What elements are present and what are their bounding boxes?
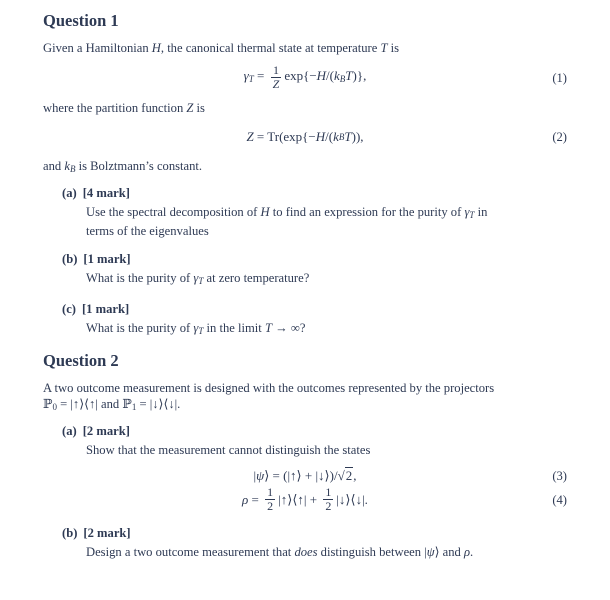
equation-4-number: (4) <box>552 492 567 507</box>
body-line: ℙ0 = |↑⟩⟨↑| and ℙ1 = |↓⟩⟨↓|. <box>43 397 181 412</box>
body-line: Show that the measurement cannot distinguish the states <box>86 443 371 457</box>
question-1-section <box>43 12 567 339</box>
q2-item-a-body <box>43 442 567 513</box>
fraction-one-half <box>323 486 333 513</box>
question-2-section <box>43 352 567 560</box>
question-1-title: Question 1 <box>43 11 119 30</box>
q1-item-c-label <box>43 302 567 317</box>
body-line: terms of the eigenvalues <box>86 224 209 238</box>
body-line: What is the purity of γT at zero temperature? <box>86 271 310 286</box>
q1-item-a-label <box>43 186 567 201</box>
q1-partition-paragraph: where the partition function Z is <box>43 101 205 115</box>
eq1-rhs: exp{−H/(kBT)}, <box>284 68 367 84</box>
q1-item-b-label <box>43 252 567 267</box>
equation-2-content: Z = Tr(exp{− H /( k B T )), <box>246 129 364 144</box>
equation-4 <box>43 486 567 513</box>
eq4-lhs: ρ = <box>242 491 263 507</box>
q2-item-a <box>43 424 567 513</box>
equation-2-number: (2) <box>552 130 567 144</box>
q2-intro-paragraph <box>43 380 567 415</box>
q2-item-list <box>43 424 567 560</box>
item-marks: [2 mark] <box>82 424 130 438</box>
body-line: Use the spectral decomposition of H to find an expression for the purity of γT in <box>86 205 488 220</box>
q1-item-a-body <box>43 204 567 239</box>
q1-item-c-body <box>43 320 567 339</box>
equation-4-content <box>242 486 368 513</box>
item-marks: [2 mark] <box>83 526 131 540</box>
equation-1 <box>43 64 567 91</box>
equation-1-number: (1) <box>552 70 567 85</box>
q1-item-b-body <box>43 270 567 289</box>
fraction-numerator: 1 <box>272 63 279 77</box>
item-marks: [1 mark] <box>83 252 131 266</box>
fraction-one-over-Z <box>271 64 282 91</box>
q1-item-b <box>43 252 567 289</box>
equation-3-number: (3) <box>552 468 567 483</box>
item-letter: (a) <box>62 424 77 438</box>
equation-1-content <box>244 64 367 91</box>
q2-item-a-label <box>43 424 567 439</box>
body-line: What is the purity of γT in the limit T → ∞? <box>86 321 306 336</box>
equation-2 <box>43 129 567 145</box>
eq4-middle: |↑⟩⟨↑| + <box>278 491 321 507</box>
q2-item-b <box>43 526 567 560</box>
eq4-rhs: |↓⟩⟨↓|. <box>336 491 368 507</box>
fraction-denominator: Z <box>272 77 280 91</box>
q2-item-b-label <box>43 526 567 541</box>
q1-item-a <box>43 186 567 239</box>
body-line: A two outcome measurement is designed with the outcomes represented by the projectors <box>43 381 495 395</box>
question-2-title: Question 2 <box>43 351 119 370</box>
q1-intro-paragraph: Given a Hamiltonian H, the canonical thermal state at temperature T is <box>43 41 400 55</box>
fraction-denominator: 2 <box>325 499 332 513</box>
item-letter: (b) <box>62 526 78 540</box>
item-letter: (a) <box>62 186 77 200</box>
item-letter: (c) <box>62 302 76 316</box>
q1-item-c <box>43 302 567 339</box>
fraction-numerator: 1 <box>325 485 332 499</box>
equation-3-content: | ψ ⟩ = (|↑⟩ + |↓⟩)/ √ 2 , <box>253 467 357 483</box>
q1-boltzmann-paragraph: and kB is Bolztmann’s constant. <box>43 159 203 174</box>
q1-item-list <box>43 186 567 339</box>
equation-3 <box>43 467 567 484</box>
fraction-one-half <box>265 486 275 513</box>
fraction-denominator: 2 <box>267 499 274 513</box>
q2-item-b-body <box>43 544 567 560</box>
item-marks: [1 mark] <box>81 302 130 316</box>
item-marks: [4 mark] <box>82 186 130 200</box>
eq1-lhs: γT = <box>243 68 268 84</box>
body-line: Design a two outcome measurement that does distinguish between |ψ⟩ and ρ. <box>86 545 474 559</box>
fraction-numerator: 1 <box>267 485 274 499</box>
item-letter: (b) <box>62 252 78 266</box>
